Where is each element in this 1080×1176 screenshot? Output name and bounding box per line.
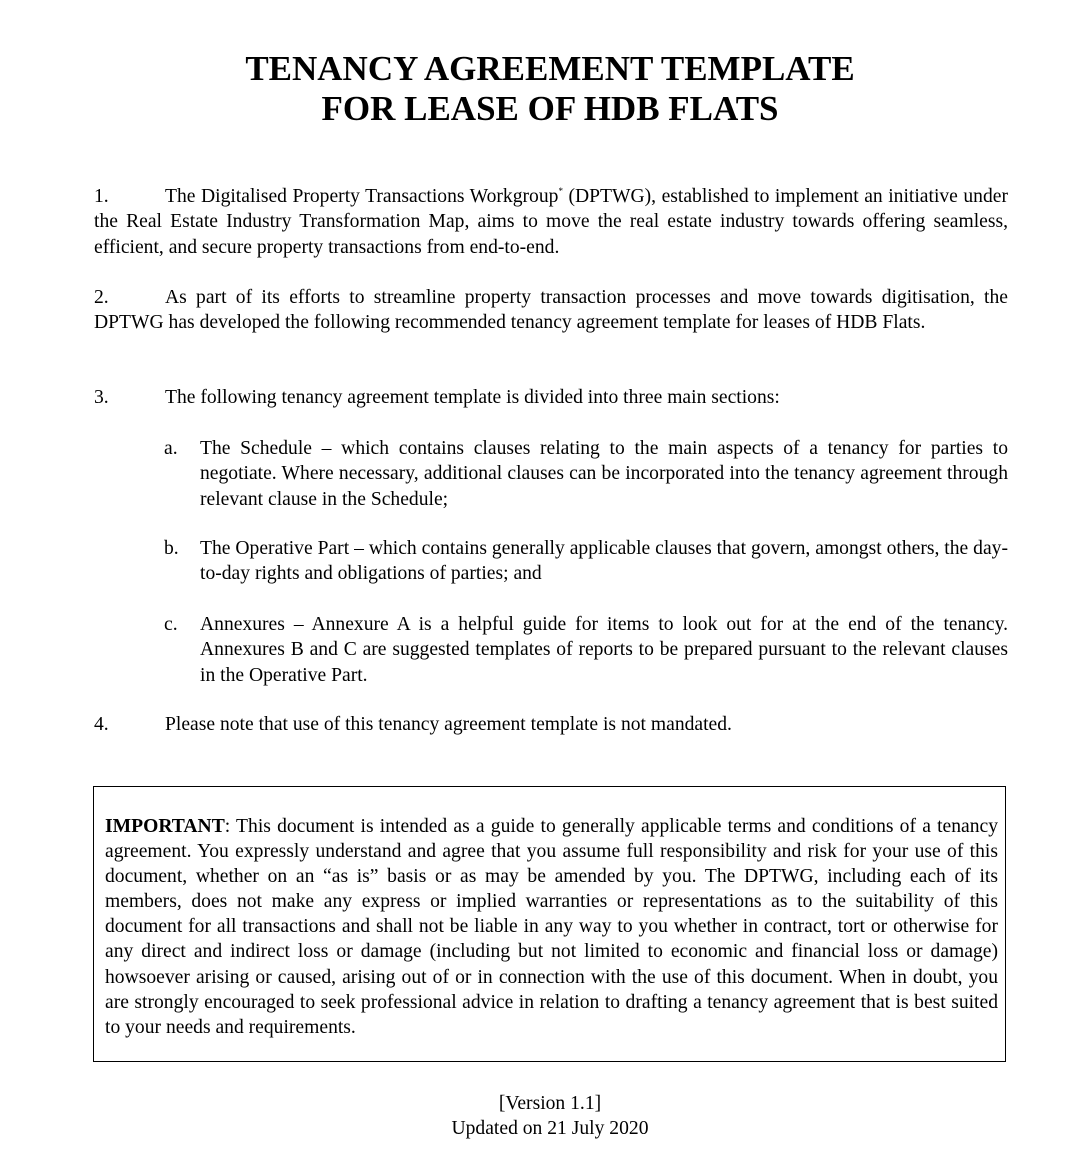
paragraph-text: The following tenancy agreement template is divided into three main sections: xyxy=(165,387,780,408)
title-line-1: TENANCY AGREEMENT TEMPLATE xyxy=(245,49,855,88)
section-item-schedule xyxy=(164,436,1008,512)
section-text: Annexures – Annexure A is a helpful guide for items to look out for at the end of the tenancy. Annexures B and C are suggested templates of reports to be prepared pursuant to the relevant clauses in the Operative Part. xyxy=(200,614,1008,686)
version-label: [Version 1.1] xyxy=(498,1093,602,1114)
paragraph-text: As part of its efforts to streamline property transaction processes and move towards digitisation, the DPTWG has developed the following recommended tenancy agreement template for leases of HDB Flats. xyxy=(94,287,1008,334)
paragraph-text: The Digitalised Property Transactions Workgroup xyxy=(165,186,559,207)
paragraph-4 xyxy=(94,712,1008,737)
paragraph-3 xyxy=(94,385,1008,410)
title-line-2: FOR LEASE OF HDB FLATS xyxy=(321,89,779,128)
section-letter: c. xyxy=(164,614,178,635)
paragraph-number: 1. xyxy=(94,186,109,207)
section-item-annexures xyxy=(164,612,1008,688)
paragraph-text-continued: (DPTWG), established to implement an initiative under the Real Estate Industry Transformation Map, aims to move the real estate industry towards offering seamless, efficient, and secure property transactions from end-to-end. xyxy=(94,186,1009,258)
section-item-operative-part xyxy=(164,536,1008,587)
updated-date: Updated on 21 July 2020 xyxy=(451,1118,649,1139)
section-letter: b. xyxy=(164,538,179,559)
important-notice-text xyxy=(105,814,998,1040)
paragraph-number: 4. xyxy=(94,714,109,735)
document-footer xyxy=(0,1091,1080,1141)
section-text: The Operative Part – which contains generally applicable clauses that govern, amongst others, the day-to-day rights and obligations of parties; and xyxy=(200,538,1008,585)
document-title xyxy=(0,49,1080,129)
paragraph-text: Please note that use of this tenancy agreement template is not mandated. xyxy=(165,714,732,735)
footnote-marker: * xyxy=(558,186,563,196)
important-notice-body: : This document is intended as a guide to generally applicable terms and conditions of a tenancy agreement. You expressly understand and agree that you assume full responsibility and risk for your use of this document, whether on an “as is” basis or as may be amended by you. The DPTWG, including each of its members, does not make any express or implied warranties or representations as to the suitability of this document for all transactions and shall not be liable in any way to you whether in contract, tort or otherwise for any direct and indirect loss or damage (including but not limited to economic and financial loss or damage) howsoever arising or caused, arising out of or in connection with the use of this document. When in doubt, you are strongly encouraged to seek professional advice in relation to drafting a tenancy agreement that is best suited to your needs and requirements. xyxy=(105,816,998,1038)
paragraph-number: 2. xyxy=(94,287,109,308)
section-text: The Schedule – which contains clauses relating to the main aspects of a tenancy for parties to negotiate. Where necessary, additional clauses can be incorporated into the tenancy agreement through relevant clause in the Schedule; xyxy=(200,438,1008,510)
important-notice-box xyxy=(93,786,1006,1062)
paragraph-2 xyxy=(94,285,1008,336)
section-letter: a. xyxy=(164,438,178,459)
important-label: IMPORTANT xyxy=(105,816,225,837)
paragraph-1 xyxy=(94,184,1008,260)
paragraph-number: 3. xyxy=(94,387,109,408)
